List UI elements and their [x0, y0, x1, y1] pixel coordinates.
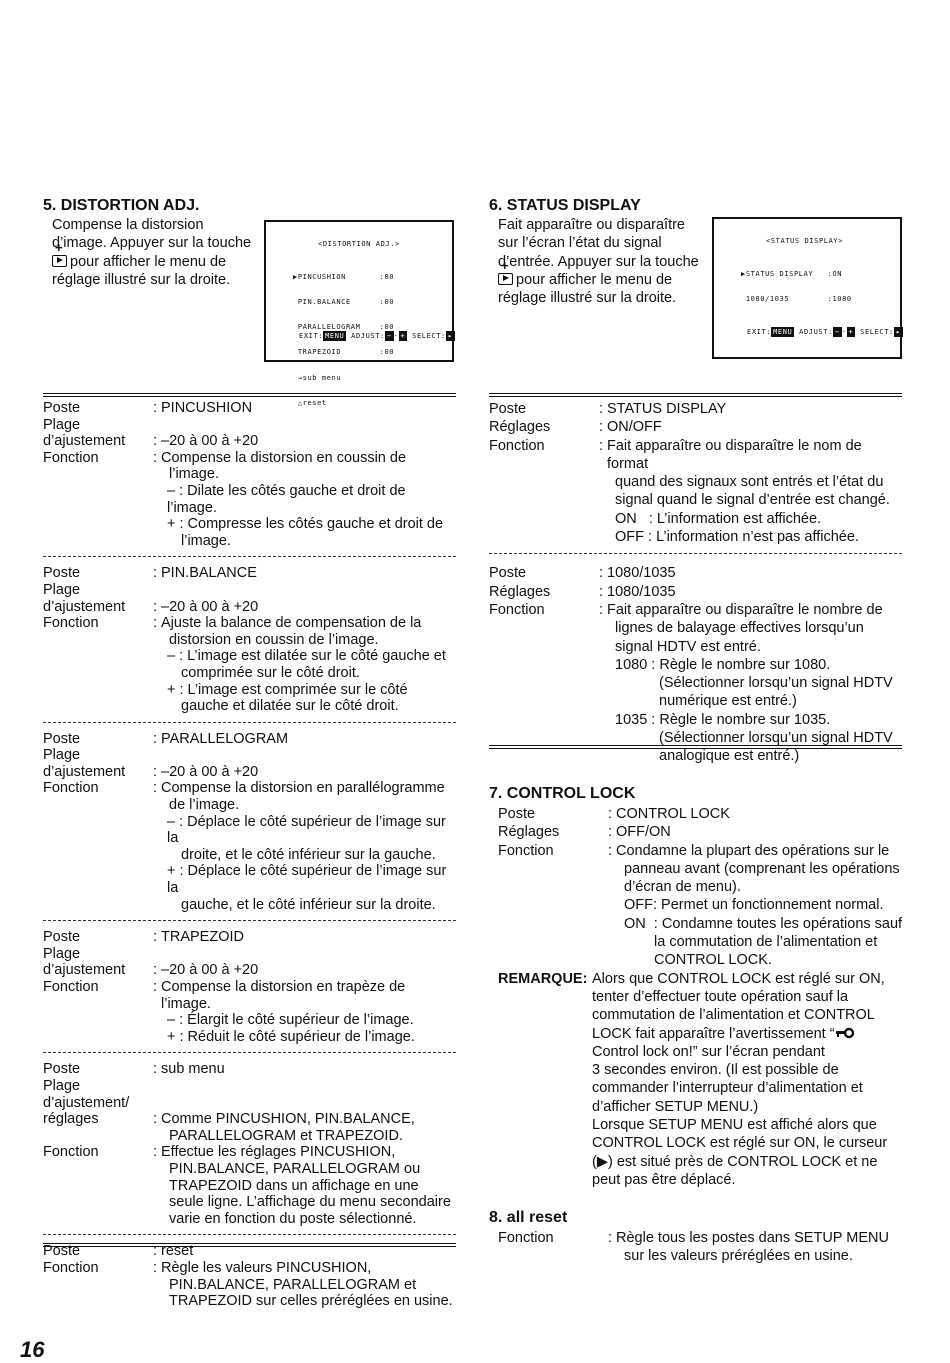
input-select-button-icon	[498, 273, 513, 285]
param-block-parallelogram: Poste : PARALLELOGRAM Plage d’ajustement : –20 à 00 à +20 Fonction : Compense la distorsion en parallélogramme de l’image. – : Déplace le côté supérieur de l’image sur la droite, et le côté inférieur sur la gauche. + : Déplace le côté supérieur de l’image sur la gauche, et le côté inférieur sur la droite.	[43, 730, 447, 913]
section-7-title: 7. CONTROL LOCK	[489, 785, 636, 802]
section-6-title: 6. STATUS DISPLAY	[489, 197, 641, 214]
param-block-status-display: Poste : STATUS DISPLAY Réglages : ON/OFF Fonction : Fait apparaître ou disparaître le nom de format quand des signaux sont entrés et l’état du signal quand le signal d’entrée est changé. ON : L’information est affichée. OFF : L’information n’est pas affichée.	[489, 401, 890, 546]
separator	[43, 722, 456, 723]
section-5-intro: Compense la distorsion d’image. Appuyer sur la touche +pour afficher le menu de réglage illustré sur la droite.	[52, 216, 267, 289]
table-top-rule	[489, 393, 902, 397]
param-block-pincushion: Poste : PINCUSHION Plage d’ajustement : –20 à 00 à +20 Fonction : Compense la distorsion en coussin de l’image. – : Dilate les côtés gauche et droit de l’image. + : Compresse les côtés gauche et droit de l’image.	[43, 400, 444, 549]
distortion-params-table	[43, 400, 456, 1310]
key-icon	[835, 1027, 855, 1039]
page-number: 16	[20, 1337, 45, 1362]
separator	[43, 1234, 456, 1235]
table-bottom-rule	[43, 1243, 456, 1247]
table-bottom-rule	[489, 745, 902, 749]
separator	[43, 920, 456, 921]
osd-footer: EXIT: MENU ADJUST: − · + SELECT: ▸	[299, 332, 453, 340]
param-block-1080-1035: Poste : 1080/1035 Réglages : 1080/1035 Fonction : Fait apparaître ou disparaître le nombre de lignes de balayage effectives lorsqu’un signal HDTV est entré. 1080 : Règle le nombre sur 1080. (Sélectionner lorsqu’un signal HDTV numérique est entré.) 1035 : Règle le nombre sur 1035. (Sélectionner lorsqu’un signal HDTV analogique est entré.)	[489, 565, 893, 765]
section-8-title: 8. all reset	[489, 1209, 568, 1226]
separator	[489, 553, 902, 554]
remarque-block: REMARQUE: Alors que CONTROL LOCK est réglé sur ON, tenter d’effectuer toute opération sauf la commutation de l’alimentation et CONTROL LOCK fait apparaître l’avertissement “ Control lock on!” sur l’écran pendant 3 secondes environ. (Il est possible de commander l’interrupteur d’alimentation et d’afficher SETUP MENU.) Lorsque SETUP MENU est affiché alors que CONTROL LOCK est réglé sur ON, le curseur (▶) est situé près de CONTROL LOCK et ne peut pas être déplacé.	[498, 970, 888, 1188]
section-5-title: 5. DISTORTION ADJ.	[43, 197, 200, 214]
distortion-osd-screen	[264, 220, 454, 407]
osd-footer: EXIT: MENU ADJUST: − · + SELECT: ▸	[747, 328, 901, 336]
param-block-sub-menu: Poste : sub menu Plage d’ajustement/ réglages : Comme PINCUSHION, PIN.BALANCE, PARALLELOGRAM et TRAPEZOID. Fonction : Effectue les réglages PINCUSHION, PIN.BALANCE, PARALLELOGRAM ou TRAPEZOID dans un affichage en une seule ligne. L’affichage du menu secondaire varie en fonction du poste sélectionné.	[43, 1061, 451, 1227]
status-osd-screen	[712, 217, 902, 359]
all-reset-table: Fonction : Règle tous les postes dans SETUP MENU sur les valeurs préréglées en usine.	[498, 1230, 889, 1265]
param-block-pin-balance: Poste : PIN.BALANCE Plage d’ajustement : –20 à 00 à +20 Fonction : Ajuste la balance de compensation de la distorsion en coussin de l’image. – : L’image est dilatée sur le côté gauche et comprimée sur le côté droit. + : L’image est comprimée sur le côté gauche et dilatée sur le côté droit.	[43, 565, 446, 715]
status-params-table	[489, 400, 902, 766]
param-block-trapezoid: Poste : TRAPEZOID Plage d’ajustement : –20 à 00 à +20 Fonction : Compense la distorsion en trapèze de l’image. – : Élargit le côté supérieur de l’image. + : Réduit le côté supérieur de l’image.	[43, 929, 415, 1045]
osd-title: <STATUS DISPLAY>	[766, 237, 844, 245]
separator	[43, 1052, 456, 1053]
control-lock-table: Poste : CONTROL LOCK Réglages : OFF/ON Fonction : Condamne la plupart des opérations sur le panneau avant (comprenant les opérations d’écran de menu). OFF: Permet un fonctionnement normal. ON : Condamne toutes les opérations sauf la commutation de l’alimentation et CONTROL LOCK. REMARQUE: Alors que CONTROL LOCK est réglé sur ON, tenter d’effectuer toute opération sauf la commutation de l’alimentation et CONTROL LOCK fait apparaître l’avertissement “ Control lock on!” sur l’écran pendant 3 secondes environ. (Il est possible de commander l’interrupteur d’alimentation et d’afficher SETUP MENU.) Lorsque SETUP MENU est affiché alors que CONTROL LOCK est réglé sur ON, le curseur (▶) est situé près de CONTROL LOCK et ne peut pas être déplacé.	[498, 806, 903, 1188]
table-top-rule	[43, 393, 456, 397]
osd-menu-lines: ▶PINCUSHION :00 PIN.BALANCE :00 PARALLELOGRAM :00 TRAPEZOID :00 →sub menu △reset	[293, 272, 395, 407]
osd-menu-lines: ▶STATUS DISPLAY :ON 1080/1035 :1080	[741, 269, 852, 304]
param-block-reset: Poste : reset Fonction : Règle les valeurs PINCUSHION, PIN.BALANCE, PARALLELOGRAM et TRAPEZOID sur celles préréglées en usine.	[43, 1243, 453, 1310]
osd-title: <DISTORTION ADJ.>	[318, 240, 400, 248]
section-6-intro: Fait apparaître ou disparaître sur l’écran l’état du signal d’entrée. Appuyer sur la touche +pour afficher le menu de réglage illustré sur la droite.	[498, 216, 713, 307]
input-select-button-icon	[52, 255, 67, 267]
separator	[43, 556, 456, 557]
